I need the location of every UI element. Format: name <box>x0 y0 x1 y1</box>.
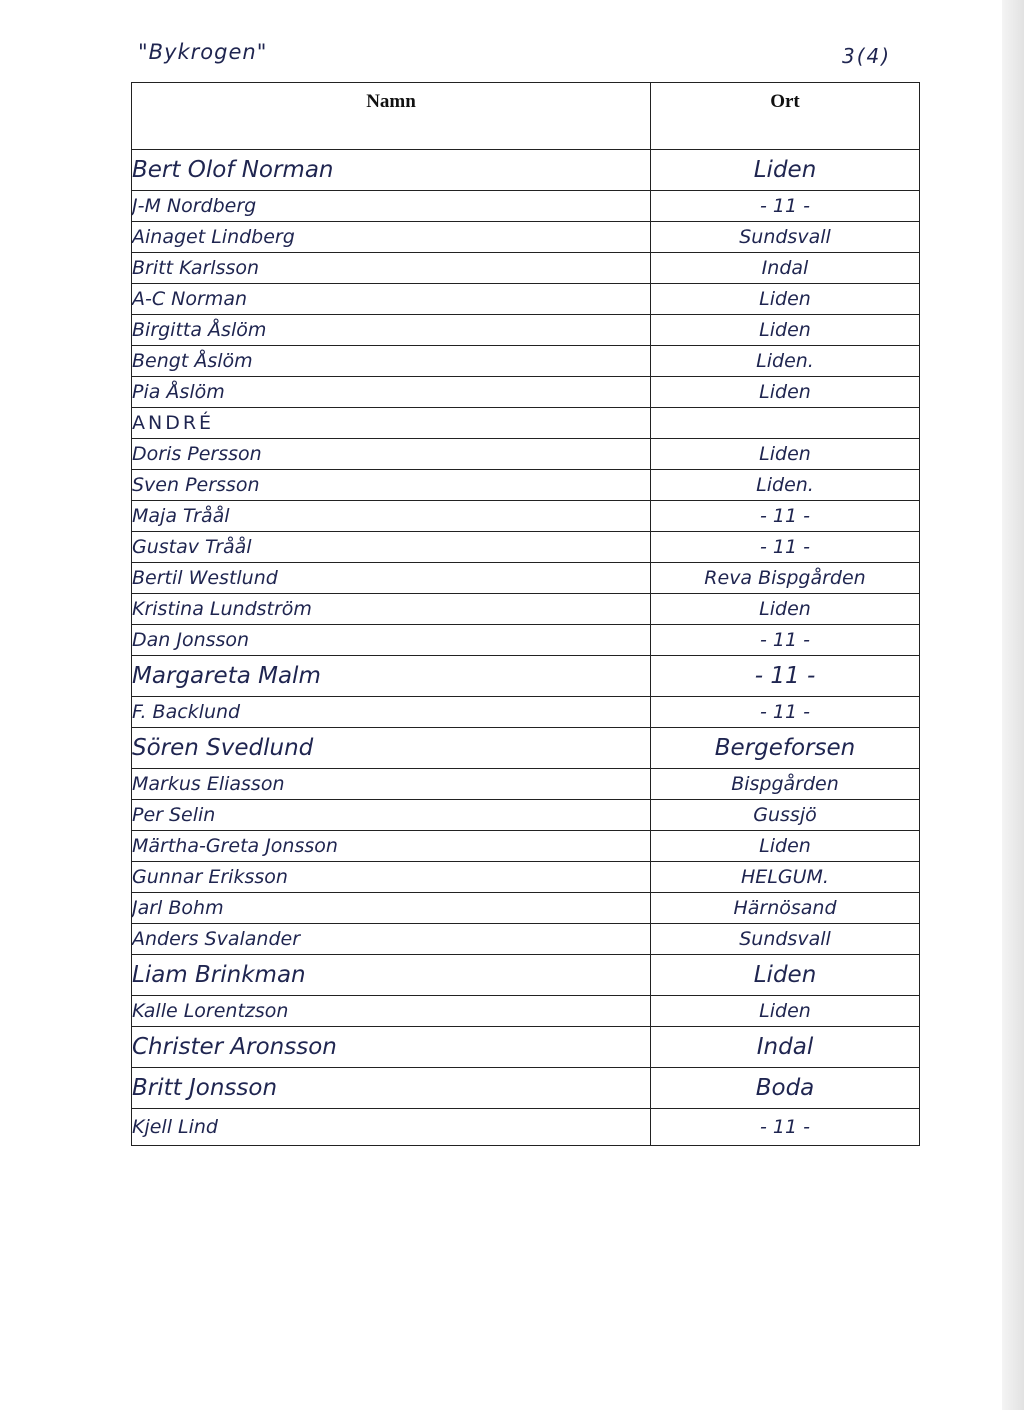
table-row <box>132 1109 920 1146</box>
place-cell: Boda <box>651 1068 920 1109</box>
table-header-row <box>132 83 920 150</box>
name-cell: Dan Jonsson <box>132 625 651 656</box>
table-row <box>132 253 920 284</box>
name-cell: Gunnar Eriksson <box>132 862 651 893</box>
table-row <box>132 1068 920 1109</box>
place-cell: Indal <box>651 1027 920 1068</box>
name-cell: Sören Svedlund <box>132 728 651 769</box>
table-row <box>132 625 920 656</box>
name-cell: Maja Tråål <box>132 501 651 532</box>
name-cell: J-M Nordberg <box>132 191 651 222</box>
place-cell: Bergeforsen <box>651 728 920 769</box>
table-row <box>132 656 920 697</box>
place-cell: - 11 - <box>651 656 920 697</box>
table-row <box>132 594 920 625</box>
table-row <box>132 831 920 862</box>
place-cell: Liden <box>651 996 920 1027</box>
table-row <box>132 769 920 800</box>
place-cell: HELGUM. <box>651 862 920 893</box>
table-row <box>132 697 920 728</box>
name-cell: Britt Karlsson <box>132 253 651 284</box>
table-row <box>132 222 920 253</box>
column-header-place: Ort <box>651 83 920 150</box>
name-cell: A-C Norman <box>132 284 651 315</box>
place-cell: Sundsvall <box>651 222 920 253</box>
table-row <box>132 315 920 346</box>
table-row <box>132 439 920 470</box>
place-cell: Liden. <box>651 470 920 501</box>
page-edge <box>1002 0 1024 1410</box>
name-cell: Bert Olof Norman <box>132 150 651 191</box>
place-cell: Gussjö <box>651 800 920 831</box>
name-cell: Britt Jonsson <box>132 1068 651 1109</box>
place-cell: Liden <box>651 150 920 191</box>
table-row <box>132 346 920 377</box>
name-cell: Margareta Malm <box>132 656 651 697</box>
table-row <box>132 563 920 594</box>
place-cell: - 11 - <box>651 625 920 656</box>
place-cell: Liden <box>651 439 920 470</box>
place-cell: Indal <box>651 253 920 284</box>
table-row <box>132 893 920 924</box>
table-row <box>132 150 920 191</box>
name-cell: Jarl Bohm <box>132 893 651 924</box>
name-cell: Doris Persson <box>132 439 651 470</box>
name-cell: Per Selin <box>132 800 651 831</box>
name-cell: Sven Persson <box>132 470 651 501</box>
table-row <box>132 191 920 222</box>
name-cell: Bertil Westlund <box>132 563 651 594</box>
place-cell: Liden <box>651 831 920 862</box>
name-cell: Märtha-Greta Jonsson <box>132 831 651 862</box>
column-header-name: Namn <box>132 83 651 150</box>
table-row <box>132 862 920 893</box>
name-cell: Kjell Lind <box>132 1109 651 1146</box>
name-cell: Anders Svalander <box>132 924 651 955</box>
place-cell <box>651 408 920 439</box>
table-row <box>132 1027 920 1068</box>
name-cell: Christer Aronsson <box>132 1027 651 1068</box>
place-cell: Reva Bispgården <box>651 563 920 594</box>
sheet-title: "Bykrogen" <box>138 40 268 64</box>
table-row <box>132 996 920 1027</box>
table-row <box>132 377 920 408</box>
name-cell: Liam Brinkman <box>132 955 651 996</box>
place-cell: Liden <box>651 315 920 346</box>
name-cell: Markus Eliasson <box>132 769 651 800</box>
place-cell: - 11 - <box>651 1109 920 1146</box>
place-cell: - 11 - <box>651 697 920 728</box>
place-cell: Liden <box>651 284 920 315</box>
place-cell: Härnösand <box>651 893 920 924</box>
name-cell: Kalle Lorentzson <box>132 996 651 1027</box>
name-cell: Pia Åslöm <box>132 377 651 408</box>
table-row <box>132 800 920 831</box>
name-cell: Bengt Åslöm <box>132 346 651 377</box>
place-cell: Sundsvall <box>651 924 920 955</box>
place-cell: Bispgården <box>651 769 920 800</box>
table-row <box>132 284 920 315</box>
place-cell: Liden <box>651 955 920 996</box>
name-cell: F. Backlund <box>132 697 651 728</box>
name-cell: Ainaget Lindberg <box>132 222 651 253</box>
place-cell: - 11 - <box>651 532 920 563</box>
place-cell: - 11 - <box>651 501 920 532</box>
place-cell: Liden <box>651 594 920 625</box>
table-row <box>132 470 920 501</box>
name-cell: Gustav Tråål <box>132 532 651 563</box>
name-cell: Kristina Lundström <box>132 594 651 625</box>
signature-table <box>131 82 920 1146</box>
place-cell: - 11 - <box>651 191 920 222</box>
table-row <box>132 728 920 769</box>
table-row <box>132 924 920 955</box>
page-number: 3(4) <box>842 44 892 68</box>
table-row <box>132 532 920 563</box>
table-row <box>132 955 920 996</box>
place-cell: Liden <box>651 377 920 408</box>
name-cell: Birgitta Åslöm <box>132 315 651 346</box>
table-row <box>132 408 920 439</box>
place-cell: Liden. <box>651 346 920 377</box>
table-row <box>132 501 920 532</box>
name-cell: ANDRÉ <box>132 408 651 439</box>
